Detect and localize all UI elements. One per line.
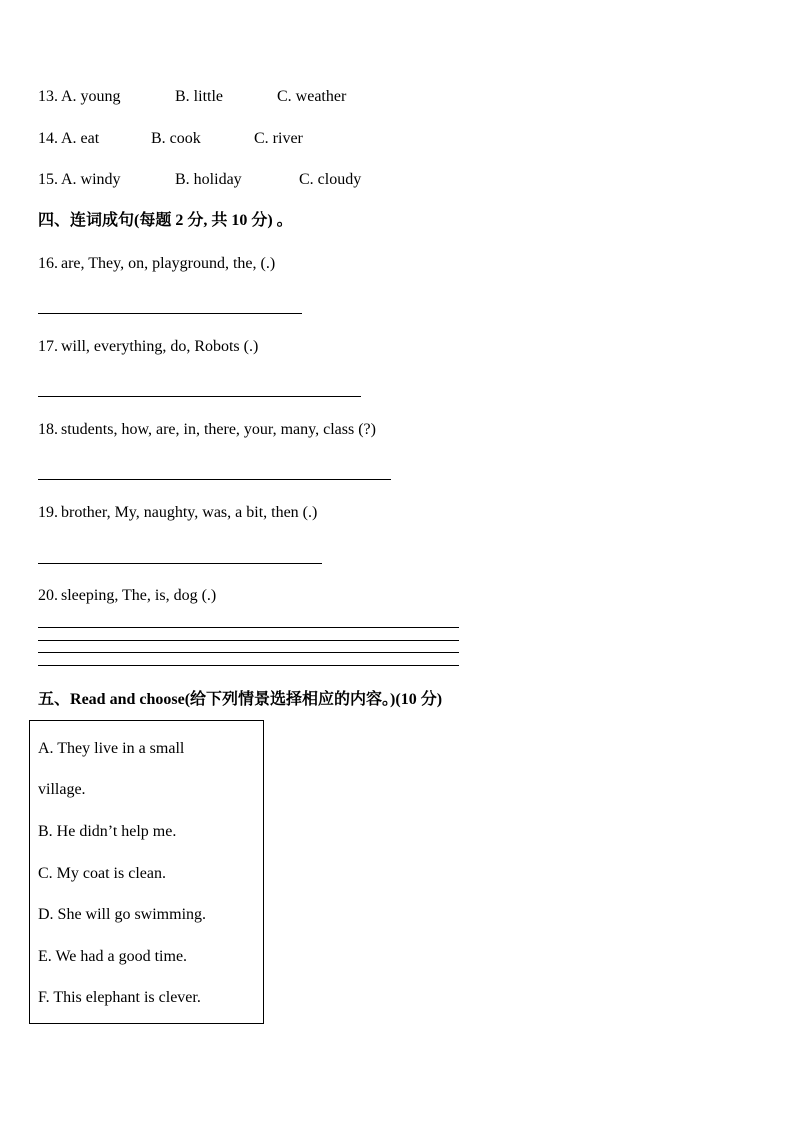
mc-item-15-option-c: C. cloudy [299, 171, 362, 188]
mc-item-15-option-a: A. windy [61, 171, 121, 188]
choice-c: C. My coat is clean. [38, 865, 166, 882]
choices-box [29, 720, 264, 1024]
mc-item-15-number: 15. [38, 171, 58, 188]
mc-item-14-option-c: C. river [254, 130, 303, 147]
mc-item-14-option-a: A. eat [61, 130, 100, 147]
mc-item-13-number: 13. [38, 88, 58, 105]
sentence-item-16-words: are, They, on, playground, the, (.) [61, 255, 276, 272]
sentence-item-16-number: 16. [38, 255, 58, 272]
answer-line-18[interactable] [38, 479, 391, 480]
section-4-title: 四、连词成句(每题 2 分, 共 10 分) 。 [38, 212, 293, 229]
sentence-item-17-words: will, everything, do, Robots (.) [61, 338, 259, 355]
answer-line-16[interactable] [38, 313, 302, 314]
mc-item-13-option-b: B. little [175, 88, 223, 105]
mc-item-15-option-b: B. holiday [175, 171, 242, 188]
choice-e: E. We had a good time. [38, 948, 188, 965]
choice-f: F. This elephant is clever. [38, 989, 201, 1006]
choice-a-line-1: A. They live in a small [38, 740, 185, 757]
answer-line-20d[interactable] [38, 665, 459, 666]
sentence-item-19-number: 19. [38, 504, 58, 521]
sentence-item-19-words: brother, My, naughty, was, a bit, then (.) [61, 504, 318, 521]
section-5-title-bold: Read and choose [70, 691, 185, 708]
section-5-title-suffix: (给下列情景选择相应的内容。)(10 分) [184, 691, 443, 708]
choice-d: D. She will go swimming. [38, 906, 207, 923]
mc-item-13-option-a: A. young [61, 88, 121, 105]
choice-b: B. He didn’t help me. [38, 823, 177, 840]
answer-line-20a[interactable] [38, 627, 459, 628]
mc-item-14-option-b: B. cook [151, 130, 201, 147]
sentence-item-17-number: 17. [38, 338, 58, 355]
sentence-item-18-words: students, how, are, in, there, your, many, class (?) [61, 421, 376, 438]
section-5-title-prefix: 五、 [38, 691, 71, 708]
choice-a-line-2: village. [38, 781, 86, 798]
answer-line-20c[interactable] [38, 652, 459, 653]
section-5-title [38, 690, 442, 710]
answer-line-17[interactable] [38, 396, 361, 397]
sentence-item-18-number: 18. [38, 421, 58, 438]
mc-item-14-number: 14. [38, 130, 58, 147]
mc-item-13-option-c: C. weather [277, 88, 347, 105]
sentence-item-20-words: sleeping, The, is, dog (.) [61, 587, 217, 604]
answer-line-19[interactable] [38, 563, 322, 564]
answer-line-20b[interactable] [38, 640, 459, 641]
sentence-item-20-number: 20. [38, 587, 58, 604]
